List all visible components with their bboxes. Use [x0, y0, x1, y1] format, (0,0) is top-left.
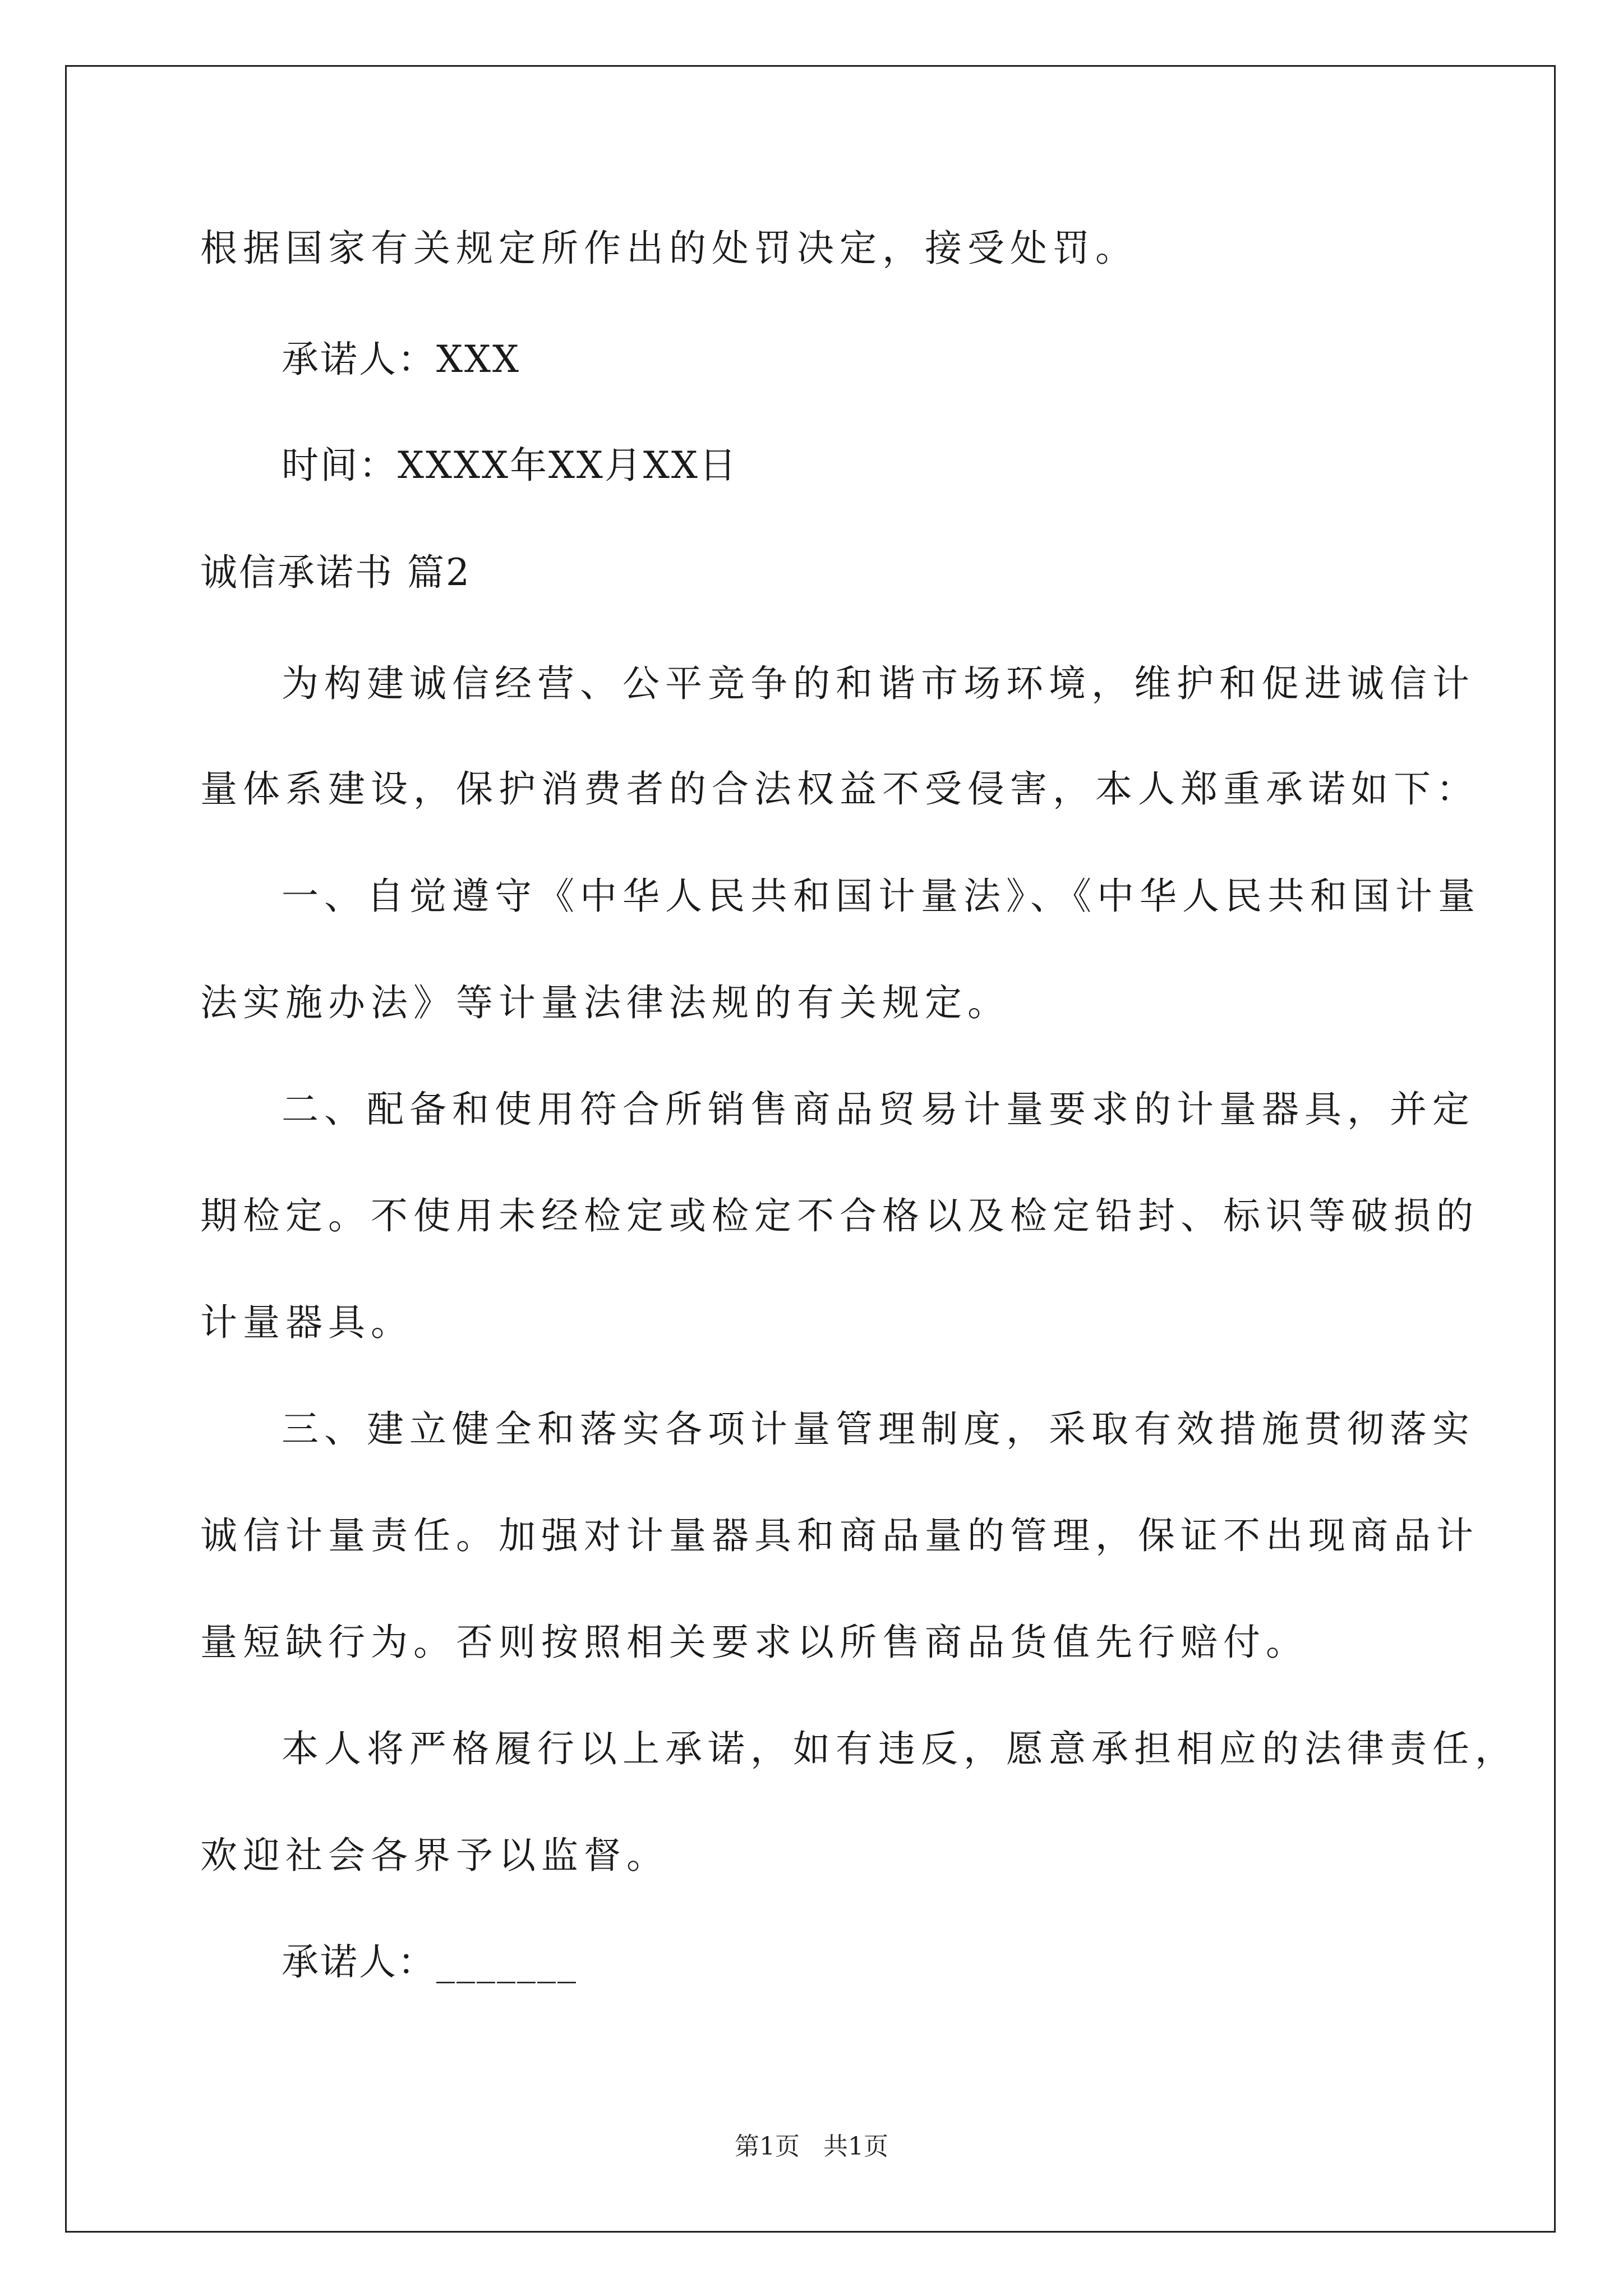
paragraph-line: 本人将严格履行以上承诺，如有违反，愿意承担相应的法律责任， — [282, 1727, 1518, 1770]
date-line: 时间：XXXX年XX月XX日 — [282, 444, 738, 487]
paragraph-line: 二、配备和使用符合所销售商品贸易计量要求的计量器具，并定 — [282, 1088, 1475, 1131]
signer-line: 承诺人：XXX — [282, 338, 520, 381]
paragraph-line: 根据国家有关规定所作出的处罚决定，接受处罚。 — [200, 227, 1138, 270]
paragraph-line: 量体系建设，保护消费者的合法权益不受侵害，本人郑重承诺如下： — [200, 767, 1479, 811]
paragraph-line: 量短缺行为。否则按照相关要求以所售商品货值先行赔付。 — [200, 1621, 1308, 1664]
page-border — [65, 65, 1556, 2233]
signer-line: 承诺人：_______ — [282, 1940, 578, 1984]
paragraph-line: 期检定。不使用未经检定或检定不合格以及检定铅封、标识等破损的 — [200, 1194, 1479, 1237]
paragraph-line: 法实施办法》等计量法律法规的有关规定。 — [200, 981, 1010, 1024]
paragraph-line: 欢迎社会各界予以监督。 — [200, 1834, 669, 1877]
section-heading: 诚信承诺书 篇2 — [200, 551, 471, 594]
paragraph-line: 三、建立健全和落实各项计量管理制度，采取有效措施贯彻落实 — [282, 1407, 1475, 1451]
paragraph-line: 为构建诚信经营、公平竞争的和谐市场环境，维护和促进诚信计 — [282, 662, 1475, 705]
paragraph-line: 一、自觉遵守《中华人民共和国计量法》、《中华人民共和国计量 — [282, 875, 1481, 918]
paragraph-line: 诚信计量责任。加强对计量器具和商品量的管理，保证不出现商品计 — [200, 1514, 1479, 1557]
page-footer: 第1页 共1页 — [735, 2132, 888, 2161]
paragraph-line: 计量器具。 — [200, 1301, 413, 1344]
